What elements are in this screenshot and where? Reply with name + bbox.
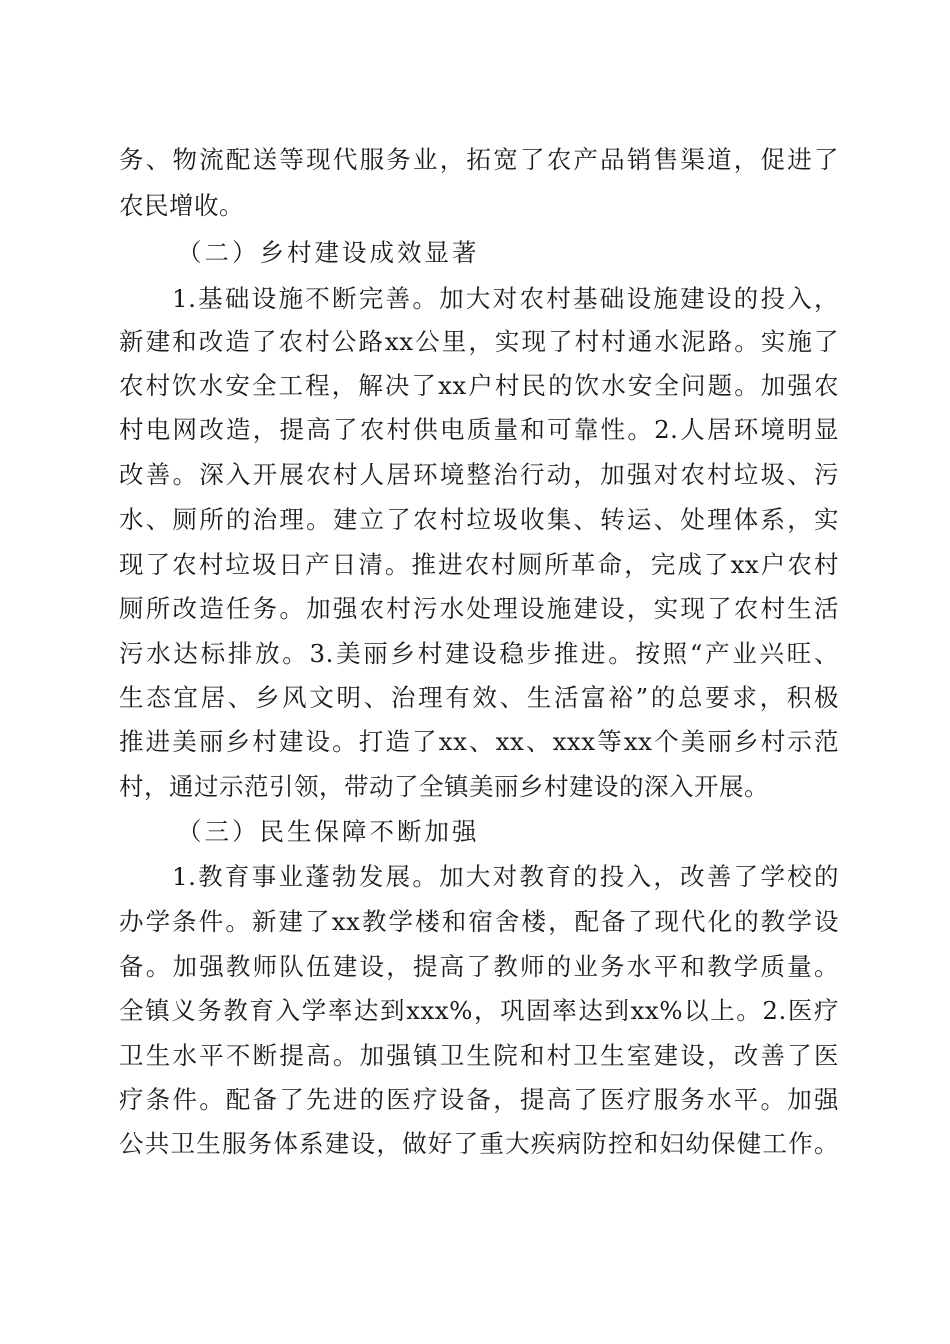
- paragraph-line: 新建和改造了农村公路xx公里，实现了村村通水泥路。实施了: [119, 327, 839, 356]
- paragraph-line: 村电网改造，提高了农村供电质量和可靠性。2.人居环境明显: [119, 415, 839, 444]
- paragraph-line: 办学条件。新建了xx教学楼和宿舍楼，配备了现代化的教学设: [119, 907, 839, 936]
- paragraph-line: 农民增收。: [119, 191, 244, 220]
- paragraph-line: 改善。深入开展农村人居环境整治行动，加强对农村垃圾、污: [119, 460, 839, 489]
- paragraph-line: 生态宜居、乡风文明、治理有效、生活富裕”的总要求，积极: [119, 683, 839, 712]
- paragraph-line: 1.基础设施不断完善。加大对农村基础设施建设的投入，: [172, 284, 839, 313]
- paragraph-line: 污水达标排放。3.美丽乡村建设稳步推进。按照“产业兴旺、: [119, 639, 839, 668]
- paragraph-line: 全镇义务教育入学率达到xxx%，巩固率达到xx%以上。2.医疗: [119, 996, 839, 1025]
- paragraph-line: 推进美丽乡村建设。打造了xx、xx、xxx等xx个美丽乡村示范: [119, 727, 839, 756]
- paragraph-line: 疗条件。配备了先进的医疗设备，提高了医疗服务水平。加强: [119, 1085, 839, 1114]
- paragraph-line: 村，通过示范引领，带动了全镇美丽乡村建设的深入开展。: [119, 772, 769, 801]
- section-heading: （三）民生保障不断加强: [177, 817, 480, 846]
- paragraph-line: 1.教育事业蓬勃发展。加大对教育的投入，改善了学校的: [172, 862, 839, 891]
- paragraph-line: 备。加强教师队伍建设，提高了教师的业务水平和教学质量。: [119, 952, 839, 981]
- paragraph-line: 现了农村垃圾日产日清。推进农村厕所革命，完成了xx户农村: [119, 550, 839, 579]
- paragraph-line: 农村饮水安全工程，解决了xx户村民的饮水安全问题。加强农: [119, 371, 839, 400]
- section-heading: （二）乡村建设成效显著: [177, 238, 480, 267]
- paragraph-line: 公共卫生服务体系建设，做好了重大疾病防控和妇幼保健工作。: [119, 1129, 839, 1158]
- paragraph-line: 厕所改造任务。加强农村污水处理设施建设，实现了农村生活: [119, 594, 839, 623]
- paragraph-line: 卫生水平不断提高。加强镇卫生院和村卫生室建设，改善了医: [119, 1041, 839, 1070]
- paragraph-line: 水、厕所的治理。建立了农村垃圾收集、转运、处理体系，实: [119, 505, 839, 534]
- paragraph-line: 务、物流配送等现代服务业，拓宽了农产品销售渠道，促进了: [119, 145, 839, 174]
